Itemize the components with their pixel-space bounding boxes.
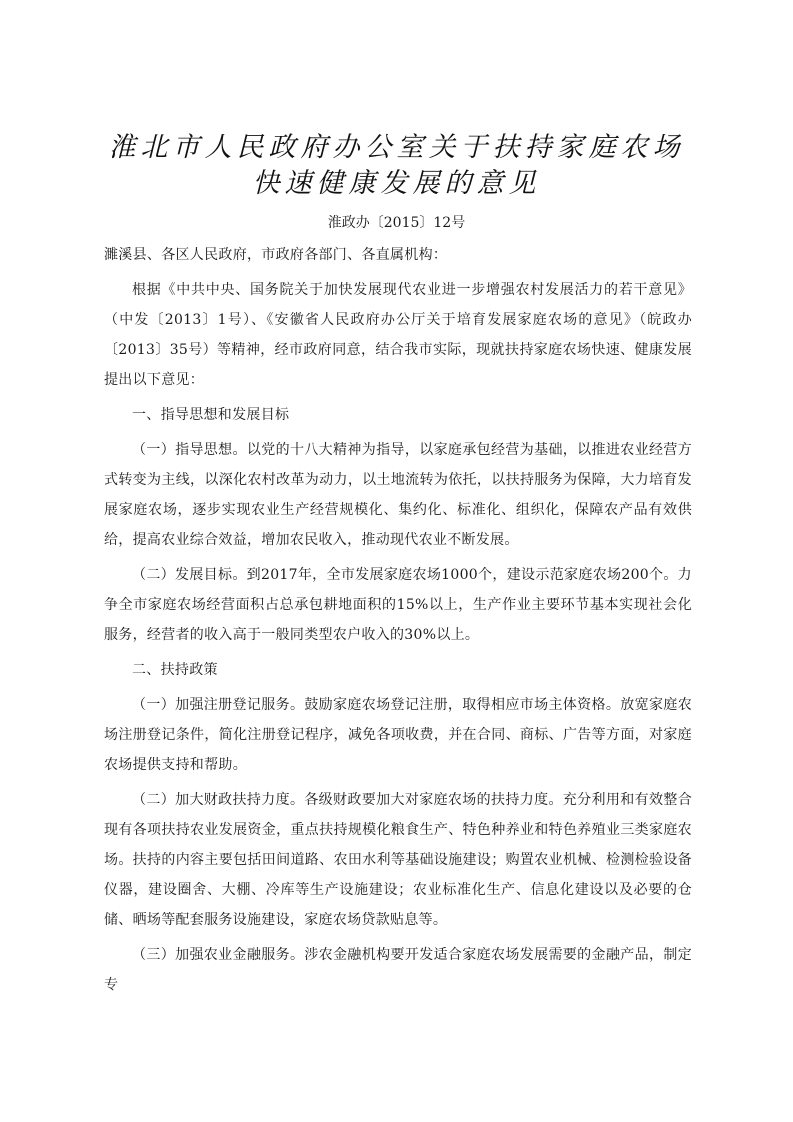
section-heading-1: 一、指导思想和发展目标: [132, 407, 290, 423]
section-heading-2: 二、扶持政策: [132, 662, 218, 678]
paragraph-financial-support: （二）加大财政扶持力度。各级财政要加大对家庭农场的扶持力度。充分利用和有效整合现有各项扶持农业发展资金，重点扶持规模化粮食生产、特色种养业和特色养殖业三类家庭农场。扶持的内容主要包括田间道路、农田水利等基础设施建设；购置农业机械、检测检验设备仪器，建设圈舍、大棚、冷库等生产设施建设；农业标准化生产、信息化建设以及必要的仓储、晒场等配套服务设施建设，家庭农场贷款贴息等。: [104, 792, 692, 928]
paragraph-registration-services: （一）加强注册登记服务。鼓励家庭农场登记注册，取得相应市场主体资格。放宽家庭农场注册登记条件，简化注册登记程序，减免各项收费，并在合同、商标、广告等方面，对家庭农场提供支持和帮助。: [104, 697, 692, 773]
document-body: [104, 240, 692, 1005]
document-number: 淮政办〔2015〕12号: [327, 215, 466, 231]
title-line-2: 快速健康发展的意见: [252, 168, 541, 199]
intro-paragraph: 根据《中共中央、国务院关于加快发展现代农业进一步增强农村发展活力的若干意见》（中发〔2013〕1号）、《安徽省人民政府办公厅关于培育发展家庭农场的意见》（皖政办〔2013〕35号）等精神，经市政府同意，结合我市实际，现就扶持家庭农场快速、健康发展提出以下意见：: [104, 282, 692, 388]
paragraph-development-goals: （二）发展目标。到2017年，全市发展家庭农场1000个，建设示范家庭农场200个。力争全市家庭农场经营面积占总承包耕地面积的15%以上，生产作业主要环节基本实现社会化服务，经营者的收入高于一般同类型农户收入的30%以上。: [104, 567, 692, 643]
paragraph-guiding-ideology: （一）指导思想。以党的十八大精神为指导，以家庭承包经营为基础，以推进农业经营方式转变为主线，以深化农村改革为动力，以土地流转为依托，以扶持服务为保障，大力培育发展家庭农场，逐步实现农业生产经营规模化、集约化、标准化、组织化，保障农产品有效供给，提高农业综合效益，增加农民收入，推动现代农业不断发展。: [104, 442, 692, 548]
document-title: [0, 130, 793, 202]
paragraph-financial-services: （三）加强农业金融服务。涉农金融机构要开发适合家庭农场发展需要的金融产品，制定专: [104, 947, 692, 993]
addressee-line: 濉溪县、各区人民政府，市政府各部门、各直属机构：: [104, 247, 448, 263]
title-line-1: 淮北市人民政府办公室关于扶持家庭农场: [108, 132, 685, 163]
